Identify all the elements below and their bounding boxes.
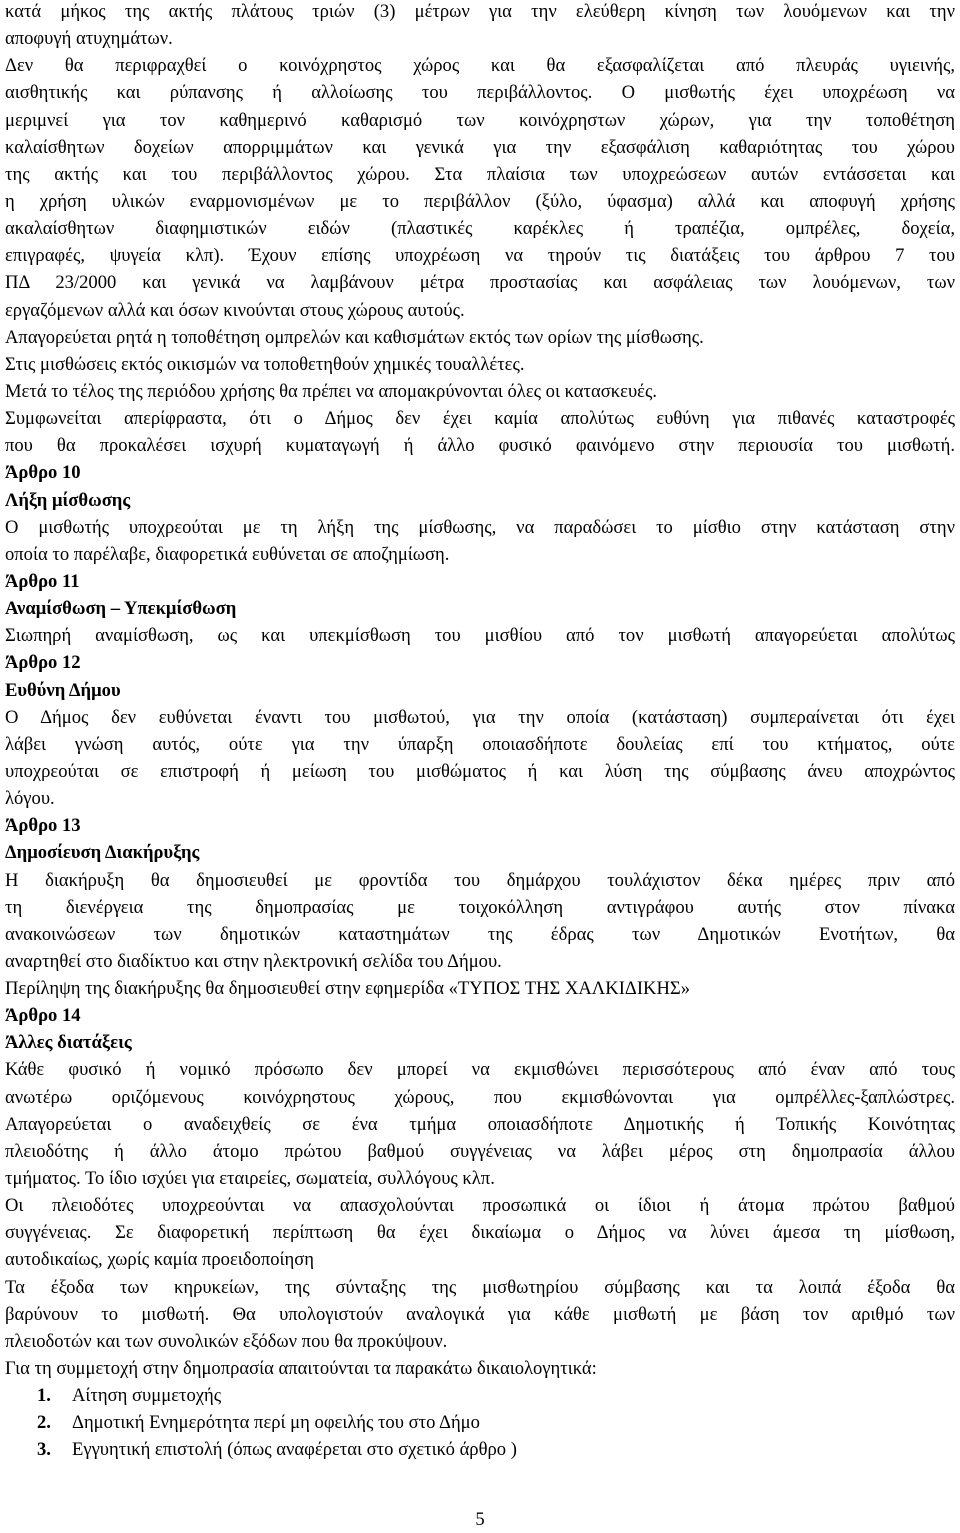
text-line: μεριμνεί για τον καθημερινό καθαρισμό των κοινόχρηστων χώρων, για την τοποθέτηση xyxy=(5,109,955,131)
text-line: ανακοινώσεων των δημοτικών καταστημάτων της έδρας των Δημοτικών Ενοτήτων, θα xyxy=(5,923,955,945)
text-line: Η διακήρυξη θα δημοσιευθεί με φροντίδα του δημάρχου τουλάχιστον δέκα ημέρες πριν από xyxy=(5,869,955,891)
article-heading-line: Άρθρο 12 xyxy=(5,652,81,674)
text-line: καλαίσθητων δοχείων απορριμμάτων και γενικά για την εξασφάλιση καθαριότητας του χώρου xyxy=(5,136,955,158)
text-line: εργαζόμενων αλλά και όσων κινούνται στους χώρους αυτούς. xyxy=(5,299,465,321)
text-line: Ο Δήμος δεν ευθύνεται έναντι του μισθωτού, για την οποία (κατάσταση) συμπεραίνεται ότι έχει xyxy=(5,706,955,728)
text-line: Σιωπηρή αναμίσθωση, ως και υπεκμίσθωση του μισθίου από τον μισθωτή απαγορεύεται απολύτως xyxy=(5,625,955,647)
list-item xyxy=(5,1409,955,1436)
article-heading-line: Λήξη μίσθωσης xyxy=(5,489,131,511)
list-number: 1. xyxy=(37,1385,51,1407)
text-line: αυτοδικαίως, χωρίς καμία προειδοποίηση xyxy=(5,1249,315,1271)
text-line: ανωτέρω οριζόμενους κοινόχρηστους χώρους, που εκμισθώνονται για ομπρέλλες-ξαπλώστρες. xyxy=(5,1086,955,1108)
text-line: τη διενέργεια της δημοπρασίας με τοιχοκόλληση αντιγράφου αυτής στον πίνακα xyxy=(5,896,955,918)
text-line: Δεν θα περιφραχθεί ο κοινόχρηστος χώρος και θα εξασφαλίζεται από πλευράς υγιεινής, xyxy=(5,55,955,77)
text-line: αποφυγή ατυχημάτων. xyxy=(5,28,173,50)
page-number: 5 xyxy=(475,1509,485,1530)
text-line: η χρήση υλικών εναρμονισμένων με το περιβάλλον (ξύλο, ύφασμα) αλλά και αποφυγή χρήσης xyxy=(5,190,955,212)
list-number: 3. xyxy=(37,1439,51,1461)
text-line: ακαλαίσθητων διαφημιστικών ειδών (πλαστικές καρέκλες ή τραπέζια, ομπρέλες, δοχεία, xyxy=(5,218,955,240)
text-line: αναρτηθεί στο διαδίκτυο και στην ηλεκτρονική σελίδα του Δήμου. xyxy=(5,950,502,972)
article-heading-line: Άρθρο 11 xyxy=(5,570,80,592)
list-text: Αίτηση συμμετοχής xyxy=(72,1385,222,1407)
text-line: κατά μήκος της ακτής πλάτους τριών (3) μέτρων για την ελεύθερη κίνηση των λουόμενων και την xyxy=(5,1,955,22)
text-line: αισθητικής και ρύπανσης ή αλλοίωσης του περιβάλλοντος. Ο μισθωτής έχει υποχρέωση να xyxy=(5,82,955,104)
text-line: ΠΔ 23/2000 και γενικά να λαμβάνουν μέτρα προστασίας και ασφάλειας των λουόμενων, των xyxy=(5,272,955,294)
article-heading-line: Άλλες διατάξεις xyxy=(5,1032,132,1054)
text-line: Στις μισθώσεις εκτός οικισμών να τοποθετηθούν χημικές τουαλλέτες. xyxy=(5,353,525,375)
text-line: Μετά το τέλος της περιόδου χρήσης θα πρέπει να απομακρύνονται όλες οι κατασκευές. xyxy=(5,380,657,402)
text-line: λάβει γνώση αυτός, ούτε για την ύπαρξη οποιασδήποτε δουλείας επί του κτήματος, ούτε xyxy=(5,733,955,755)
list-item xyxy=(5,1382,955,1409)
text-line: υποχρεούται σε επιστροφή ή μείωση του μισθώματος ή και λύση της σύμβασης άνευ αποχρώντος xyxy=(5,760,955,782)
article-heading-line: Δημοσίευση Διακήρυξης xyxy=(5,842,200,864)
text-line: Οι πλειοδότες υποχρεούνται να απασχολούνται προσωπικά οι ίδιοι ή άτομα πρώτου βαθμού xyxy=(5,1195,955,1217)
list-number: 2. xyxy=(37,1412,51,1434)
text-line: Κάθε φυσικό ή νομικό πρόσωπο δεν μπορεί να εκμισθώνει περισσότερους από έναν από τους xyxy=(5,1059,955,1081)
text-line: Τα έξοδα των κηρυκείων, της σύνταξης της μισθωτηρίου σύμβασης και τα λοιπά έξοδα θα xyxy=(5,1276,955,1298)
text-line: Συμφωνείται απερίφραστα, ότι ο Δήμος δεν έχει καμία απολύτως ευθύνη για πιθανές καταστροφές xyxy=(5,408,955,430)
text-line: οποία το παρέλαβε, διαφορετικά ευθύνεται σε αποζημίωση. xyxy=(5,543,450,565)
article-heading-line: Άρθρο 10 xyxy=(5,462,81,484)
text-line: Περίληψη της διακήρυξης θα δημοσιευθεί στην εφημερίδα «ΤΥΠΟΣ ΤΗΣ ΧΑΛΚΙΔΙΚΗΣ» xyxy=(5,978,691,1000)
article-heading-line: Ευθύνη Δήμου xyxy=(5,679,121,701)
text-line: πλειοδοτών και των συνολικών εξόδων που θα προκύψουν. xyxy=(5,1330,448,1352)
text-line: Απαγορεύεται ο αναδειχθείς σε ένα τμήμα οποιασδήποτε Δημοτικής ή Τοπικής Κοινότητας xyxy=(5,1113,955,1135)
text-line: Ο μισθωτής υποχρεούται με τη λήξη της μίσθωσης, να παραδώσει το μίσθιο στην κατάσταση στην xyxy=(5,516,955,538)
text-line: Για τη συμμετοχή στην δημοπρασία απαιτούνται τα παρακάτω δικαιολογητικά: xyxy=(5,1358,597,1380)
text-line: της ακτής και του περιβάλλοντος χώρου. Στα πλαίσια των υποχρεώσεων αυτών εντάσσεται και xyxy=(5,163,955,185)
article-heading-line: Άρθρο 13 xyxy=(5,815,81,837)
document-page xyxy=(5,0,955,1464)
text-line: Απαγορεύεται ρητά η τοποθέτηση ομπρελών και καθισμάτων εκτός των ορίων της μίσθωσης. xyxy=(5,326,704,348)
text-line: βαρύνουν το μισθωτή. Θα υπολογιστούν αναλογικά για κάθε μισθωτή με βάση τον αριθμό των xyxy=(5,1303,955,1325)
text-line: λόγου. xyxy=(5,788,55,810)
list-item xyxy=(5,1436,955,1463)
list-text: Εγγυητική επιστολή (όπως αναφέρεται στο σχετικό άρθρο ) xyxy=(72,1439,517,1461)
article-heading-line: Αναμίσθωση – Υπεκμίσθωση xyxy=(5,598,237,620)
text-line: συγγένειας. Σε διαφορετική περίπτωση θα έχει δικαίωμα ο Δήμος να λύνει άμεσα τη μίσθωση, xyxy=(5,1222,955,1244)
text-line: πλειοδότης ή άλλο άτομο πρώτου βαθμού συγγένειας να λάβει μέρος στη δημοπρασία άλλου xyxy=(5,1140,955,1162)
text-line: που θα προκαλέσει ισχυρή κυματαγωγή ή άλλο φυσικό φαινόμενο στην περιουσία του μισθωτή. xyxy=(5,435,955,457)
list-text: Δημοτική Ενημερότητα περί μη οφειλής του στο Δήμο xyxy=(72,1412,480,1434)
text-line: επιγραφές, ψυγεία κλπ). Έχουν επίσης υποχρέωση να τηρούν τις διατάξεις του άρθρου 7 του xyxy=(5,245,955,267)
text-line: τμήματος. Το ίδιο ισχύει για εταιρείες, σωματεία, συλλόγους κλπ. xyxy=(5,1168,495,1190)
article-heading-line: Άρθρο 14 xyxy=(5,1005,81,1027)
